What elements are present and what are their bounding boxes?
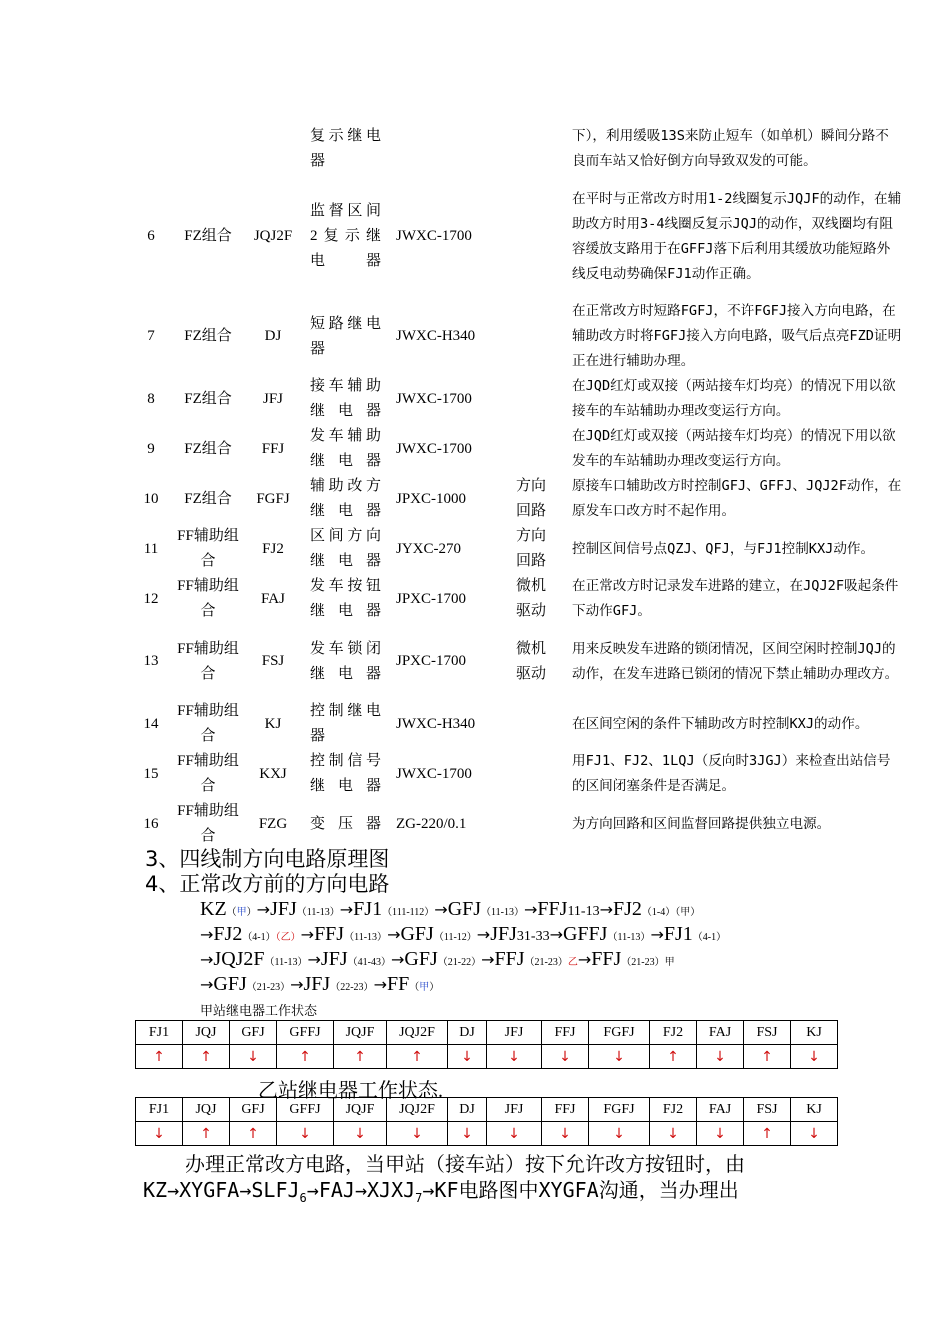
relay-name: 复示继电器 <box>310 128 382 169</box>
relay-name: 发车辅助继电器 <box>310 428 382 469</box>
relay-function: 控制区间信号点QZJ、QFJ，与FJ1控制KXJ动作。 <box>572 540 875 557</box>
relay-function: 在正常改方时短路FGFJ，不许FGFJ接入方向电路，在辅助改方时将FGFJ接入方向电路，吸气后点亮FZD证明正在进行辅助办理。 <box>572 303 902 369</box>
relay-number: 6 <box>147 228 155 244</box>
relay-type: JPXC-1000 <box>396 490 467 507</box>
state-header-cell: FSJ <box>744 1021 791 1045</box>
relay-group: FF辅助组合 <box>177 803 239 844</box>
section-heading-3: 3、四线制方向电路原理图 <box>145 847 390 871</box>
state-arrow-cell: ↑ <box>650 1045 697 1069</box>
circuit-line-1: KZ（甲）→JFJ（11-13）→FJ1（111-112）→GFJ（11-13）→FFJ11-13→FJ2（1-4）（甲） <box>200 898 701 920</box>
relay-group: FZ组合 <box>184 328 232 344</box>
body-paragraph <box>145 1151 825 1211</box>
relay-group: FZ组合 <box>184 390 232 407</box>
table-row <box>128 524 918 574</box>
relay-circuit <box>516 749 556 799</box>
relay-group: FZ组合 <box>184 440 232 457</box>
relay-number: 13 <box>143 653 159 669</box>
relay-type: ZG-220/0.1 <box>396 815 467 832</box>
relay-name: 短路继电器 <box>310 315 382 357</box>
relay-function: 在正常改方时记录发车进路的建立，在JQJ2F吸起条件下动作GFJ。 <box>572 578 899 619</box>
relay-code: JQJ2F <box>253 228 293 244</box>
state-arrow-cell: ↓ <box>277 1122 334 1146</box>
relay-type: JPXC-1700 <box>396 590 467 607</box>
state-arrow-cell: ↓ <box>136 1122 183 1146</box>
paragraph-line-2: $KZ\to XYGFA\to SLFJ_6\to FAJ\to XJXJ_7\to KF$电路图中XYGFA沟通，当办理出 <box>143 1178 739 1205</box>
state-arrow-cell: ↓ <box>589 1122 650 1146</box>
table-row <box>128 174 918 299</box>
relay-code: FGFJ <box>256 490 290 507</box>
table-row <box>128 799 918 849</box>
relay-code: FJ2 <box>262 540 284 557</box>
relay-circuit <box>516 299 556 374</box>
relay-circuit: 方向回路 <box>516 528 547 569</box>
relay-code: FZG <box>258 815 288 832</box>
state-arrow-cell: ↓ <box>542 1122 589 1146</box>
state-header-cell: JQJF <box>334 1098 387 1122</box>
state-arrow-cell: ↓ <box>791 1045 838 1069</box>
relay-type: JWXC-H340 <box>396 328 476 344</box>
state-header-cell: JQJF <box>334 1021 387 1045</box>
section-heading-4: 4、正常改方前的方向电路 <box>145 872 390 896</box>
state-header-cell: GFFJ <box>277 1098 334 1122</box>
relay-circuit <box>516 374 556 424</box>
relay-type: JPXC-1700 <box>396 653 467 669</box>
state-arrow-cell: ↑ <box>334 1045 387 1069</box>
relay-function: 在区间空闲的条件下辅助改方时控制KXJ的动作。 <box>572 715 869 732</box>
yi-state-table <box>135 1097 838 1146</box>
relay-type: JWXC-1700 <box>396 765 472 782</box>
state-arrow-cell: ↓ <box>487 1122 542 1146</box>
state-header-cell: KJ <box>791 1021 838 1045</box>
state-arrow-cell: ↑ <box>277 1045 334 1069</box>
state-arrow-cell: ↓ <box>650 1122 697 1146</box>
relay-function: 用来反映发车进路的锁闭情况，区间空闲时控制JQJ的动作，在发车进路已锁闭的情况下禁止辅助办理改方。 <box>572 640 899 682</box>
relay-code: FAJ <box>261 590 285 607</box>
table-row <box>128 574 918 624</box>
yi-state-caption: 乙站继电器工作状态. <box>258 1080 443 1102</box>
relay-name: 控制继电器 <box>310 703 382 744</box>
table-row <box>128 424 918 474</box>
jia-state-caption: 甲站继电器工作状态 <box>200 1003 318 1018</box>
relay-number: 16 <box>143 815 159 832</box>
state-header-cell: JFJ <box>487 1098 542 1122</box>
table-row <box>128 299 918 374</box>
table-row <box>128 699 918 749</box>
paragraph-line-1: 办理正常改方电路，当甲站（接车站）按下允许改方按钮时，由 <box>185 1152 745 1176</box>
circuit-line-4: →GFJ（21-23）→JFJ（22-23）→FF（甲） <box>200 973 440 995</box>
state-arrow-cell: ↑ <box>744 1122 791 1146</box>
state-header-cell: GFJ <box>230 1098 277 1122</box>
relay-group: FF辅助组合 <box>177 753 239 794</box>
relay-type: JYXC-270 <box>396 540 462 557</box>
relay-group: FF辅助组合 <box>177 578 239 619</box>
relay-number: 15 <box>143 765 159 782</box>
state-arrow-cell: ↑ <box>136 1045 183 1069</box>
relay-group: FF辅助组合 <box>177 528 239 569</box>
state-header-cell: KJ <box>791 1098 838 1122</box>
relay-number: 10 <box>143 490 159 507</box>
relay-name: 区间方向继电器 <box>310 528 382 569</box>
state-arrow-cell: ↑ <box>230 1122 277 1146</box>
relay-number: 11 <box>143 540 159 557</box>
relay-group: FF辅助组合 <box>177 703 239 744</box>
state-header-cell: DJ <box>448 1098 487 1122</box>
relay-code: FFJ <box>261 440 285 457</box>
relay-number: 14 <box>143 715 159 732</box>
table-row <box>128 124 918 174</box>
state-arrow-cell: ↓ <box>791 1122 838 1146</box>
relay-number: 7 <box>147 328 155 344</box>
state-arrow-cell: ↑ <box>387 1045 448 1069</box>
state-header-cell: JFJ <box>487 1021 542 1045</box>
relay-circuit: 微机驱动 <box>516 578 547 619</box>
state-header-cell: FFJ <box>542 1021 589 1045</box>
relay-code: FSJ <box>261 653 285 669</box>
state-arrow-cell: ↓ <box>230 1045 277 1069</box>
circuit-line-2: →FJ2（4-1）（乙）→FFJ（11-13）→GFJ（11-12）→JFJ31-33→GFFJ（11-13）→FJ1（4-1） <box>200 923 727 945</box>
relay-function: 在JQD红灯或双接（两站接车灯均亮）的情况下用以欲发车的车站辅助办理改变运行方向。 <box>572 428 896 469</box>
relay-circuit: 微机驱动 <box>516 640 547 682</box>
state-arrow-cell: ↓ <box>542 1045 589 1069</box>
state-arrow-cell: ↓ <box>387 1122 448 1146</box>
state-arrow-cell: ↓ <box>697 1045 744 1069</box>
relay-number: 8 <box>147 390 155 407</box>
state-arrow-cell: ↓ <box>487 1045 542 1069</box>
relay-function: 在JQD红灯或双接（两站接车灯均亮）的情况下用以欲接车的车站辅助办理改变运行方向。 <box>572 378 896 419</box>
state-arrow-cell: ↑ <box>183 1045 230 1069</box>
state-header-cell: FGFJ <box>589 1098 650 1122</box>
relay-name: 接车辅助继电器 <box>310 378 382 419</box>
state-arrow-cell: ↑ <box>183 1122 230 1146</box>
state-header-cell: JQJ2F <box>387 1098 448 1122</box>
table-row <box>128 374 918 424</box>
state-header-cell: FAJ <box>697 1021 744 1045</box>
relay-group: FZ组合 <box>184 228 232 244</box>
relay-code: KXJ <box>259 765 287 782</box>
state-arrow-cell: ↓ <box>589 1045 650 1069</box>
relay-name: 变压器 <box>310 815 382 832</box>
relay-name: 发车按钮继电器 <box>310 578 382 619</box>
table-row <box>128 749 918 799</box>
relay-code: DJ <box>264 328 282 344</box>
relay-circuit: 方向回路 <box>516 478 547 519</box>
state-header-cell: GFJ <box>230 1021 277 1045</box>
state-header-cell: GFFJ <box>277 1021 334 1045</box>
table-row <box>128 474 918 524</box>
relay-function: 原接车口辅助改方时控制GFJ、GFFJ、JQJ2F动作，在原发车口改方时不起作用。 <box>572 478 902 519</box>
relay-group: FF辅助组合 <box>177 640 239 682</box>
state-arrow-cell: ↓ <box>448 1045 487 1069</box>
state-arrow-cell: ↓ <box>697 1122 744 1146</box>
state-header-cell: FAJ <box>697 1098 744 1122</box>
state-header-cell: FJ2 <box>650 1021 697 1045</box>
circuit-line-3: →JQJ2F（11-13）→JFJ（41-43）→GFJ（21-22）→FFJ（21-23）乙→FFJ（21-23）甲 <box>200 948 675 970</box>
state-header-cell: FJ2 <box>650 1098 697 1122</box>
state-header-cell: JQJ <box>183 1098 230 1122</box>
relay-circuit <box>516 424 556 474</box>
relay-code: JFJ <box>262 390 284 407</box>
state-header-cell: FJ1 <box>136 1098 183 1122</box>
relay-name: 监督区间2复示继电器 <box>310 203 382 269</box>
state-header-cell: FGFJ <box>589 1021 650 1045</box>
relay-group: FZ组合 <box>184 490 232 507</box>
relay-code: KJ <box>264 715 282 732</box>
relay-circuit <box>516 799 556 849</box>
table-row <box>128 624 918 699</box>
state-header-cell: FJ1 <box>136 1021 183 1045</box>
state-arrow-cell: ↓ <box>334 1122 387 1146</box>
state-header-cell: FSJ <box>744 1098 791 1122</box>
state-arrow-cell: ↓ <box>448 1122 487 1146</box>
relay-number: 12 <box>143 590 159 607</box>
relay-function: 为方向回路和区间监督回路提供独立电源。 <box>572 815 831 832</box>
relay-type: JWXC-1700 <box>396 390 472 407</box>
state-header-cell: DJ <box>448 1021 487 1045</box>
relay-type: JWXC-H340 <box>396 715 476 732</box>
state-header-cell: JQJ <box>183 1021 230 1045</box>
relay-name: 发车锁闭继电器 <box>310 640 382 682</box>
relay-name: 控制信号继电器 <box>310 753 382 794</box>
relay-function: 下），利用缓吸13S来防止短车（如单机）瞬间分路不良而车站又恰好倒方向导致双发的可能。 <box>572 128 889 169</box>
relay-circuit <box>516 699 556 749</box>
relay-type: JWXC-1700 <box>396 228 472 244</box>
relay-function: 用FJ1、FJ2、1LQJ（反向时3JGJ）来检查出站信号的区间闭塞条件是否满足。 <box>572 753 891 794</box>
relay-number: 9 <box>147 440 155 457</box>
state-header-cell: FFJ <box>542 1098 589 1122</box>
state-header-cell: JQJ2F <box>387 1021 448 1045</box>
jia-state-table <box>135 1020 838 1069</box>
relay-type: JWXC-1700 <box>396 440 472 457</box>
relay-circuit <box>516 174 556 299</box>
relay-function: 在平时与正常改方时用1-2线圈复示JQJF的动作，在辅助改方时用3-4线圈反复示JQJ的动作，双线圈均有阻容缓放支路用于在GFFJ落下后利用其缓放功能短路外线反电动势确保FJ1动作正确。 <box>572 190 902 282</box>
state-arrow-cell: ↑ <box>744 1045 791 1069</box>
relay-name: 辅助改方继电器 <box>310 478 382 519</box>
